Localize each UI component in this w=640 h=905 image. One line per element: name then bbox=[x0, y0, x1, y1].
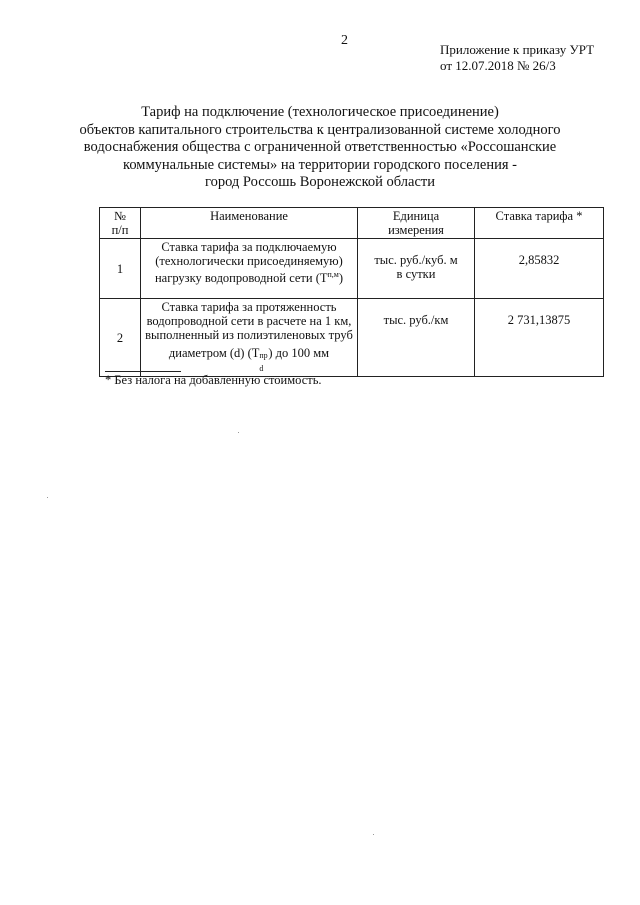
scan-speck bbox=[47, 497, 48, 498]
appendix-line-1: Приложение к приказу УРТ bbox=[440, 42, 595, 57]
scan-speck bbox=[373, 834, 374, 835]
row-name-line: (технологически присоединяемую) bbox=[155, 254, 343, 268]
row-name-superscript: пр bbox=[259, 351, 268, 360]
header-number-line-2: п/п bbox=[111, 223, 129, 237]
appendix-line-2: от 12.07.2018 № 26/3 bbox=[440, 58, 556, 73]
row-name-line: выполненный из полиэтиленовых труб bbox=[145, 328, 353, 342]
table-row bbox=[100, 239, 604, 299]
row-name-line: Ставка тарифа за подключаемую bbox=[161, 240, 337, 254]
header-number-line-1: № bbox=[114, 209, 126, 223]
title-line-3: водоснабжения общества с ограниченной ответственностью «Россошанские bbox=[83, 139, 557, 155]
header-number bbox=[100, 208, 141, 239]
row-name-text: нагрузку водопроводной сети (Т bbox=[154, 271, 328, 286]
row-name-text: ) до 100 мм bbox=[268, 346, 330, 360]
document-title bbox=[79, 104, 561, 192]
appendix-reference bbox=[440, 42, 594, 74]
row-name-text: диаметром (d) (Т bbox=[168, 346, 260, 360]
row-name-subscript: d bbox=[259, 364, 264, 373]
title-line-1: Тариф на подключение (технологическое присоединение) bbox=[141, 104, 499, 120]
header-unit bbox=[358, 208, 475, 239]
row-name-superscript: п,м bbox=[327, 270, 339, 279]
row-name bbox=[141, 239, 358, 299]
header-name: Наименование bbox=[141, 208, 358, 239]
title-line-5: город Россошь Воронежской области bbox=[205, 174, 435, 190]
row-unit bbox=[358, 239, 475, 299]
row-name-close: ) bbox=[338, 271, 344, 286]
row-name-line: Ставка тарифа за протяженность bbox=[161, 300, 337, 314]
row-number: 2 bbox=[100, 299, 141, 377]
row-unit: тыс. руб./км bbox=[358, 299, 475, 377]
header-unit-line-1: Единица bbox=[392, 209, 440, 223]
row-name-line bbox=[143, 346, 355, 373]
table-row bbox=[100, 299, 604, 377]
row-name-line: водопроводной сети в расчете на 1 км, bbox=[146, 314, 352, 328]
page-number: 2 bbox=[341, 33, 348, 48]
footnote: * Без налога на добавленную стоимость. bbox=[105, 373, 322, 387]
row-number: 1 bbox=[100, 239, 141, 299]
row-rate: 2,85832 bbox=[475, 239, 604, 299]
tariff-table bbox=[99, 207, 604, 377]
header-unit-line-2: измерения bbox=[388, 223, 444, 237]
row-rate: 2 731,13875 bbox=[475, 299, 604, 377]
row-name-line bbox=[143, 268, 355, 285]
row-unit-line: в сутки bbox=[396, 267, 436, 281]
scan-speck bbox=[238, 432, 239, 433]
row-unit-line: тыс. руб./куб. м bbox=[374, 253, 458, 267]
title-line-4: коммунальные системы» на территории городского поселения - bbox=[123, 156, 517, 173]
row-name bbox=[141, 299, 358, 377]
title-line-2: объектов капитального строительства к централизованной системе холодного bbox=[79, 121, 561, 138]
table-header-row bbox=[100, 208, 604, 239]
footnote-divider bbox=[105, 371, 181, 372]
header-rate: Ставка тарифа * bbox=[475, 208, 604, 239]
